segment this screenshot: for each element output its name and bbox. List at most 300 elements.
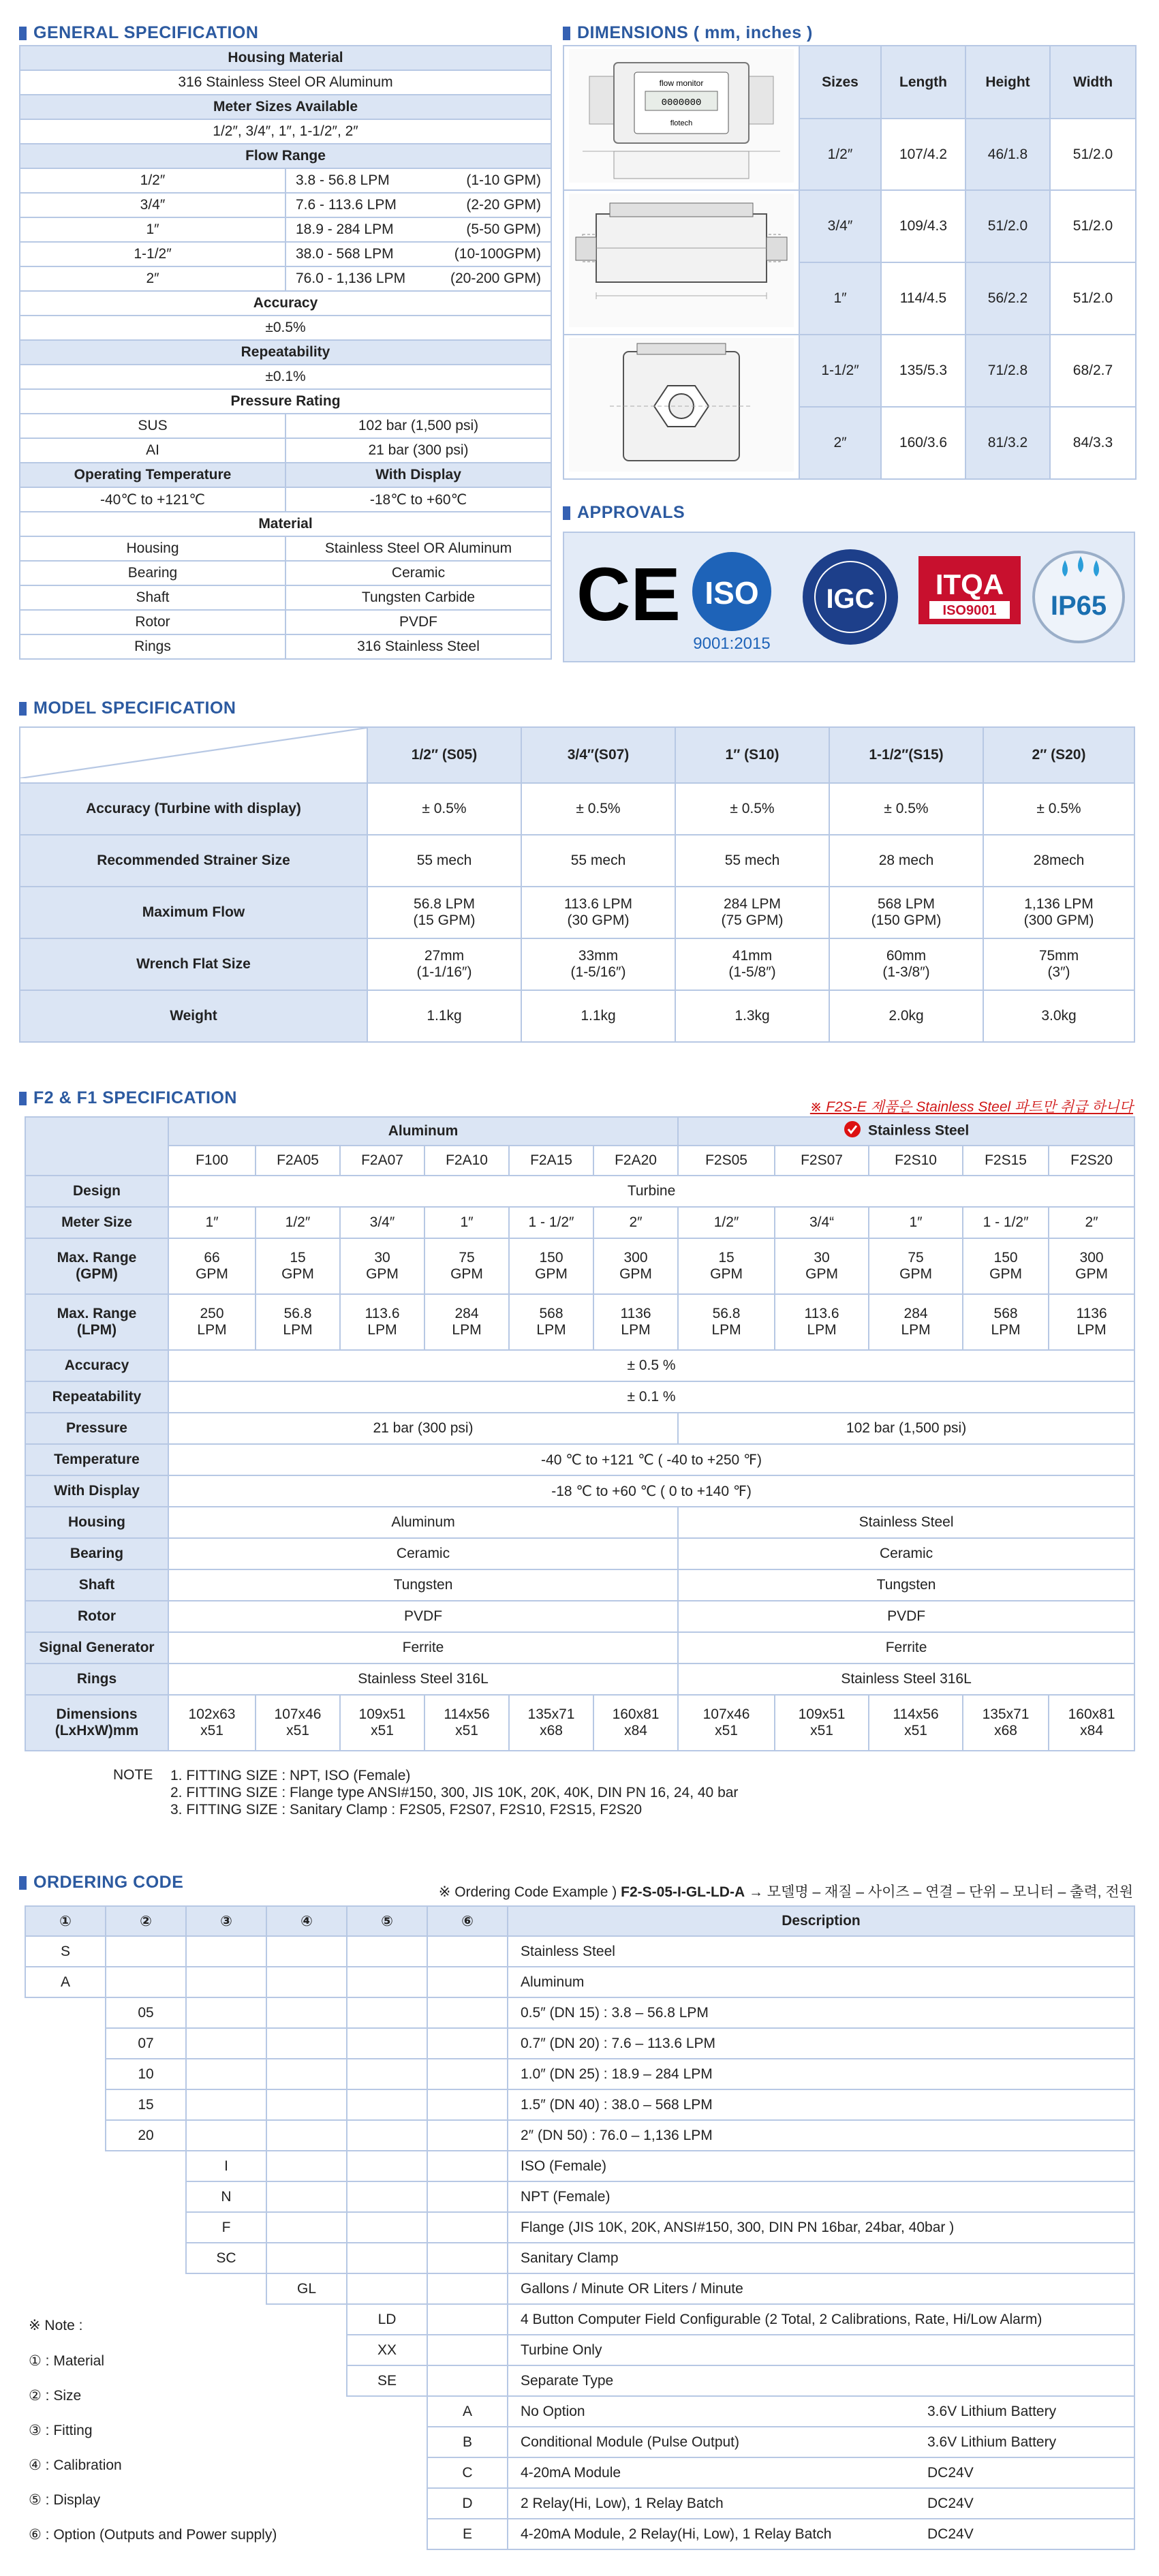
- ordering-row: [25, 2089, 1134, 2120]
- model-header-row: [20, 727, 1134, 783]
- table-cell: -18 ℃ to +60 ℃ ( 0 to +140 ℉): [168, 1475, 1134, 1507]
- model-value: [521, 938, 675, 990]
- model-value: [983, 783, 1134, 835]
- ordering-code-cell: 20: [106, 2120, 186, 2151]
- table-cell: Stainless Steel 316L: [168, 1663, 678, 1695]
- cell-line: GPM: [710, 1266, 743, 1282]
- ordering-extra: DC24V: [923, 2519, 1134, 2549]
- model-code: F2A07: [340, 1146, 424, 1176]
- model-value: [675, 990, 829, 1042]
- cell-line: 113.6: [804, 1306, 839, 1321]
- cell-line: (1-5/16″): [570, 964, 626, 980]
- ordering-code-cell: N: [186, 2181, 266, 2212]
- table-cell: [775, 1238, 869, 1294]
- model-value: [521, 887, 675, 938]
- ordering-description: Turbine Only: [508, 2335, 1134, 2365]
- table-cell: Housing: [20, 536, 285, 561]
- table-cell: Ceramic: [678, 1538, 1134, 1569]
- blank-cell: [347, 2488, 427, 2519]
- model-value: [983, 990, 1134, 1042]
- table-cell: 1″: [424, 1207, 509, 1238]
- model-value: [829, 938, 983, 990]
- empty-cell: [186, 2120, 266, 2151]
- cell-line: (LxHxW)mm: [55, 1723, 139, 1738]
- dim-cell: 68/2.7: [1050, 335, 1136, 407]
- table-cell: [256, 1695, 340, 1751]
- model-size-header: 2″ (S20): [983, 727, 1134, 783]
- ordering-description: Sanitary Clamp: [508, 2243, 1134, 2273]
- table-cell: 2″: [593, 1207, 678, 1238]
- dim-header-sizes: Sizes: [799, 46, 881, 119]
- model-value: [521, 835, 675, 887]
- dim-cell: 71/2.8: [965, 335, 1050, 407]
- cell-line: Max. Range: [57, 1306, 137, 1321]
- table-cell: 316 Stainless Steel OR Aluminum: [20, 70, 551, 95]
- ordering-description: 4 Button Computer Field Configurable (2 Total, 2 Calibrations, Rate, Hi/Low Alarm): [508, 2304, 1134, 2335]
- model-code: F2S15: [963, 1146, 1049, 1176]
- dim-header-height: Height: [965, 46, 1050, 119]
- cell-line: 568: [993, 1306, 1018, 1321]
- flow-gpm: (2-20 GPM): [466, 197, 542, 213]
- model-value: [829, 887, 983, 938]
- accuracy-header: [20, 291, 551, 316]
- table-cell: [1049, 1695, 1134, 1751]
- table-cell: 1/2″: [20, 168, 285, 193]
- flow-range-values: [296, 172, 541, 189]
- table-cell: [424, 1294, 509, 1350]
- table-cell: PVDF: [678, 1601, 1134, 1632]
- table-cell: [340, 1294, 424, 1350]
- table-cell: 1″: [168, 1207, 256, 1238]
- table-cell: Stainless Steel OR Aluminum: [285, 536, 551, 561]
- empty-cell: [427, 1967, 508, 1997]
- blank-cell: [186, 2273, 266, 2304]
- empty-cell: [427, 2304, 508, 2335]
- cell-line: Dimensions: [56, 1706, 138, 1722]
- cell-line: LPM: [1077, 1322, 1107, 1338]
- model-value: [367, 783, 521, 835]
- example-code: F2-S-05-I-GL-LD-A: [621, 1884, 745, 1900]
- blank-cell: [25, 2181, 106, 2212]
- cell-line: ± 0.5%: [1036, 801, 1081, 816]
- approvals-panel: [563, 532, 1135, 662]
- blank-cell: [266, 2488, 347, 2519]
- stainless-group-header: [678, 1117, 1134, 1146]
- table-cell: Accuracy: [20, 291, 551, 316]
- table-cell: Housing Material: [20, 46, 551, 70]
- table-cell: ±0.1%: [20, 365, 551, 389]
- model-value: [983, 835, 1134, 887]
- table-cell: 1 - 1/2″: [963, 1207, 1049, 1238]
- cell-line: ± 0.5%: [576, 801, 621, 816]
- dim-cell: 51/2.0: [1050, 119, 1136, 190]
- dim-cell: 81/3.2: [965, 407, 1050, 479]
- cell-line: 113.6: [365, 1306, 400, 1321]
- cell-line: (3″): [1047, 964, 1070, 980]
- empty-cell: [427, 2059, 508, 2089]
- table-cell: [168, 1238, 256, 1294]
- cell-line: GPM: [1075, 1266, 1108, 1282]
- cell-line: 107x46: [274, 1706, 322, 1722]
- cell-line: (30 GPM): [567, 913, 630, 928]
- cell-line: 60mm: [886, 948, 927, 964]
- gpm-row: [25, 1238, 1134, 1294]
- table-cell: [509, 1695, 593, 1751]
- ordering-col-header: Description: [508, 1906, 1134, 1936]
- empty-cell: [266, 2151, 347, 2181]
- dim-cell: 2″: [799, 407, 881, 479]
- model-value: [829, 835, 983, 887]
- cell-line: x51: [455, 1723, 478, 1738]
- table-cell: Ceramic: [168, 1538, 678, 1569]
- ordering-code-cell: E: [427, 2519, 508, 2549]
- housing-material-header: [20, 46, 551, 70]
- f2f1-note-list: [170, 1767, 738, 1818]
- blank-cell: [347, 2457, 427, 2488]
- svg-text:9001:2015: 9001:2015: [693, 634, 771, 653]
- empty-cell: [266, 2120, 347, 2151]
- cell-line: 284 LPM: [723, 896, 782, 912]
- ce-mark-icon: [576, 553, 681, 637]
- dim-cell: 51/2.0: [1050, 262, 1136, 335]
- cell-line: 135x71: [527, 1706, 575, 1722]
- cell-line: 135x71: [982, 1706, 1030, 1722]
- cell-line: GPM: [535, 1266, 568, 1282]
- meter-side-image: [563, 190, 799, 335]
- flow-range-values: [296, 197, 541, 213]
- cell-line: ± 0.5%: [884, 801, 929, 816]
- ordering-code-cell: A: [25, 1967, 106, 1997]
- ordering-code-cell: B: [427, 2427, 508, 2457]
- ordering-col-header: ②: [106, 1906, 186, 1936]
- ordering-code-cell: D: [427, 2488, 508, 2519]
- empty-cell: [186, 1936, 266, 1967]
- ordering-extra: DC24V: [923, 2457, 1134, 2488]
- table-cell: 21 bar (300 psi): [168, 1413, 678, 1444]
- cell-line: LPM: [991, 1322, 1021, 1338]
- cell-line: 30: [374, 1250, 390, 1266]
- note-item: ④ : Calibration: [29, 2457, 122, 2473]
- cell-line: 15: [718, 1250, 735, 1266]
- flow-range-values: [296, 271, 541, 287]
- empty-cell: [427, 2243, 508, 2273]
- dim-cell: 3/4″: [799, 190, 881, 262]
- empty-cell: [347, 2120, 427, 2151]
- empty-cell: [347, 1936, 427, 1967]
- dim-cell: 135/5.3: [881, 335, 965, 407]
- dim-row: [563, 190, 1136, 262]
- cell-line: 1.3kg: [735, 1008, 770, 1024]
- model-value: [675, 887, 829, 938]
- empty-cell: [347, 2151, 427, 2181]
- dim-cell: 46/1.8: [965, 119, 1050, 190]
- ordering-code-title: ORDERING CODE: [19, 1873, 183, 1892]
- cell-line: 1136: [1076, 1306, 1107, 1321]
- material-row: [20, 536, 551, 561]
- material-row: [25, 1569, 1134, 1601]
- blank-cell: [25, 2243, 106, 2273]
- table-cell: 2″: [20, 266, 285, 291]
- model-code-row: [25, 1146, 1134, 1176]
- empty-cell: [266, 1997, 347, 2028]
- dim-cell: 1″: [799, 262, 881, 335]
- cell-line: 55 mech: [416, 853, 472, 868]
- ordering-col-header: ⑥: [427, 1906, 508, 1936]
- cell-line: (1-1/16″): [416, 964, 472, 980]
- model-row-label: Accuracy (Turbine with display): [20, 783, 367, 835]
- general-spec-table: [19, 45, 552, 660]
- model-code: F2A10: [424, 1146, 509, 1176]
- dim-cell: 51/2.0: [1050, 190, 1136, 262]
- row-label: Shaft: [25, 1569, 168, 1601]
- pressure-row: [20, 414, 551, 438]
- blank-cell: [266, 2519, 347, 2549]
- cell-line: Max. Range: [57, 1250, 137, 1266]
- cell-line: 55 mech: [570, 853, 626, 868]
- cell-line: 109x51: [358, 1706, 406, 1722]
- cell-line: ± 0.5%: [730, 801, 775, 816]
- dim-cell: 1-1/2″: [799, 335, 881, 407]
- model-code: F2S10: [869, 1146, 963, 1176]
- note-item: ③ : Fitting: [29, 2423, 93, 2438]
- empty-cell: [427, 2089, 508, 2120]
- row-label: [25, 1695, 168, 1751]
- row-label: Design: [25, 1176, 168, 1207]
- blank-cell: [266, 2396, 347, 2427]
- blank-cell: [266, 2304, 347, 2335]
- blank-cell: [25, 2059, 106, 2089]
- ordering-description: Stainless Steel: [508, 1936, 1134, 1967]
- ordering-row: [25, 2181, 1134, 2212]
- model-value: [983, 938, 1134, 990]
- dim-row: [563, 335, 1136, 407]
- corner-cell: [20, 727, 367, 783]
- ordering-notes: [29, 2317, 277, 2561]
- ordering-description: 1.0″ (DN 25) : 18.9 – 284 LPM: [508, 2059, 1134, 2089]
- example-suffix: → 모델명 – 재질 – 사이즈 – 연결 – 단위 – 모니터 – 출력, 전원: [745, 1884, 1133, 1900]
- empty-cell: [266, 2243, 347, 2273]
- table-cell: Tungsten Carbide: [285, 585, 551, 610]
- ordering-code-cell: 07: [106, 2028, 186, 2059]
- cell-line: 113.6 LPM: [563, 896, 632, 912]
- cell-line: GPM: [450, 1266, 483, 1282]
- model-row: [20, 783, 1134, 835]
- ordering-code-cell: S: [25, 1936, 106, 1967]
- table-cell: [963, 1238, 1049, 1294]
- cell-line: x51: [810, 1723, 833, 1738]
- repeatability-row: [25, 1381, 1134, 1413]
- flow-range-row: [20, 266, 551, 291]
- model-value: [521, 990, 675, 1042]
- temperature-values: [20, 487, 551, 512]
- flow-lpm: 18.9 - 284 LPM: [296, 221, 394, 237]
- table-cell: [678, 1238, 775, 1294]
- blank-cell: [106, 2151, 186, 2181]
- table-cell: Rotor: [20, 610, 285, 634]
- flow-gpm: (10-100GPM): [454, 246, 542, 262]
- row-label: Accuracy: [25, 1350, 168, 1381]
- table-cell: PVDF: [285, 610, 551, 634]
- model-value: [675, 783, 829, 835]
- table-cell: ±0.5%: [20, 316, 551, 340]
- ordering-code-cell: 15: [106, 2089, 186, 2120]
- ordering-description: Conditional Module (Pulse Output): [508, 2427, 923, 2457]
- model-value: [367, 938, 521, 990]
- empty-cell: [427, 1997, 508, 2028]
- table-cell: ± 0.1 %: [168, 1381, 1134, 1413]
- model-row: [20, 990, 1134, 1042]
- material-row: [20, 634, 551, 659]
- blank-cell: [106, 2212, 186, 2243]
- table-cell: [424, 1695, 509, 1751]
- cell-line: LPM: [901, 1322, 931, 1338]
- cell-line: 75: [459, 1250, 475, 1266]
- cell-line: 55 mech: [724, 853, 780, 868]
- ordering-description: Gallons / Minute OR Liters / Minute: [508, 2273, 1134, 2304]
- table-cell: Meter Sizes Available: [20, 95, 551, 119]
- table-cell: [285, 168, 551, 193]
- empty-cell: [186, 1997, 266, 2028]
- flow-range-values: [296, 221, 541, 238]
- table-cell: [340, 1695, 424, 1751]
- table-cell: Tungsten: [678, 1569, 1134, 1601]
- cell-line: 250: [200, 1306, 224, 1321]
- table-cell: [1049, 1238, 1134, 1294]
- cell-line: 1.1kg: [581, 1008, 616, 1024]
- row-label: Pressure: [25, 1413, 168, 1444]
- meter-sizes-value: [20, 119, 551, 144]
- ordering-row: [25, 1997, 1134, 2028]
- table-cell: -40℃ to +121℃: [20, 487, 285, 512]
- empty-cell: [427, 2120, 508, 2151]
- table-cell: Pressure Rating: [20, 389, 551, 414]
- material-row: [25, 1663, 1134, 1695]
- table-cell: SUS: [20, 414, 285, 438]
- model-size-header: 3/4″(S07): [521, 727, 675, 783]
- dim-cell: 51/2.0: [965, 190, 1050, 262]
- ordering-row: [25, 2151, 1134, 2181]
- empty-cell: [347, 2089, 427, 2120]
- table-cell: [775, 1695, 869, 1751]
- model-value: [367, 887, 521, 938]
- meter-sizes-header: [20, 95, 551, 119]
- blank-cell: [25, 2273, 106, 2304]
- table-cell: Operating Temperature: [20, 463, 285, 487]
- cell-line: (300 GPM): [1023, 913, 1094, 928]
- cell-line: x51: [286, 1723, 309, 1738]
- model-code: F2S20: [1049, 1146, 1134, 1176]
- model-value: [829, 783, 983, 835]
- table-cell: [869, 1695, 963, 1751]
- material-row: [20, 585, 551, 610]
- model-size-header: 1-1/2″(S15): [829, 727, 983, 783]
- ordering-col-header: ⑤: [347, 1906, 427, 1936]
- flow-lpm: 38.0 - 568 LPM: [296, 246, 394, 262]
- table-cell: [285, 242, 551, 266]
- ordering-row: [25, 2243, 1134, 2273]
- table-cell: -18℃ to +60℃: [285, 487, 551, 512]
- model-value: [367, 835, 521, 887]
- table-cell: Shaft: [20, 585, 285, 610]
- empty-cell: [106, 1936, 186, 1967]
- cell-line: LPM: [452, 1322, 482, 1338]
- ordering-code-cell: I: [186, 2151, 266, 2181]
- table-cell: Ferrite: [678, 1632, 1134, 1663]
- ordering-row: [25, 1936, 1134, 1967]
- f2f1-spec-table: [25, 1116, 1135, 1751]
- igc-certification-icon: [803, 549, 898, 645]
- cell-line: (150 GPM): [871, 913, 942, 928]
- table-cell: [285, 217, 551, 242]
- table-cell: [168, 1294, 256, 1350]
- table-cell: [593, 1695, 678, 1751]
- blank-cell: [25, 2120, 106, 2151]
- table-cell: 102 bar (1,500 psi): [285, 414, 551, 438]
- material-header: [20, 512, 551, 536]
- note-label: NOTE: [113, 1767, 153, 1783]
- flow-lpm: 3.8 - 56.8 LPM: [296, 172, 390, 188]
- blank-cell: [25, 2212, 106, 2243]
- table-cell: Ceramic: [285, 561, 551, 585]
- meter-size-row: [25, 1207, 1134, 1238]
- table-cell: Turbine: [168, 1176, 1134, 1207]
- cell-line: GPM: [619, 1266, 652, 1282]
- blank-cell: [25, 1997, 106, 2028]
- ordering-code-cell: C: [427, 2457, 508, 2488]
- blank-cell: [106, 2181, 186, 2212]
- ordering-code-cell: A: [427, 2396, 508, 2427]
- ordering-code-cell: SE: [347, 2365, 427, 2396]
- cell-line: 66: [204, 1250, 220, 1266]
- material-row: [25, 1632, 1134, 1663]
- dim-header-width: Width: [1050, 46, 1136, 119]
- table-cell: [285, 193, 551, 217]
- row-label: Meter Size: [25, 1207, 168, 1238]
- table-cell: With Display: [285, 463, 551, 487]
- flow-lpm: 76.0 - 1,136 LPM: [296, 271, 406, 286]
- ordering-row: [25, 2212, 1134, 2243]
- empty-cell: [186, 1967, 266, 1997]
- cell-line: (GPM): [76, 1266, 118, 1282]
- model-spec-table: [19, 726, 1135, 1043]
- ordering-description: 4-20mA Module: [508, 2457, 923, 2488]
- row-label: Housing: [25, 1507, 168, 1538]
- cell-line: LPM: [536, 1322, 566, 1338]
- empty-cell: [347, 2181, 427, 2212]
- ordering-description: 0.5″ (DN 15) : 3.8 – 56.8 LPM: [508, 1997, 1134, 2028]
- blank-cell: [347, 2519, 427, 2549]
- table-cell: Flow Range: [20, 144, 551, 168]
- dim-cell: 56/2.2: [965, 262, 1050, 335]
- ordering-row: [25, 2273, 1134, 2304]
- material-group-row: [25, 1117, 1134, 1146]
- cell-line: 160x81: [1068, 1706, 1115, 1722]
- flow-range-row: [20, 168, 551, 193]
- cell-line: (75 GPM): [721, 913, 784, 928]
- row-label: Temperature: [25, 1444, 168, 1475]
- model-row: [20, 887, 1134, 938]
- model-value: [829, 990, 983, 1042]
- ordering-description: NPT (Female): [508, 2181, 1134, 2212]
- empty-cell: [266, 2089, 347, 2120]
- ordering-col-header: ④: [266, 1906, 347, 1936]
- row-label: Repeatability: [25, 1381, 168, 1413]
- dim-cell: 1/2″: [799, 119, 881, 190]
- table-cell: [168, 1695, 256, 1751]
- approvals-title: APPROVALS: [563, 503, 685, 523]
- cell-line: LPM: [367, 1322, 397, 1338]
- model-value: [675, 835, 829, 887]
